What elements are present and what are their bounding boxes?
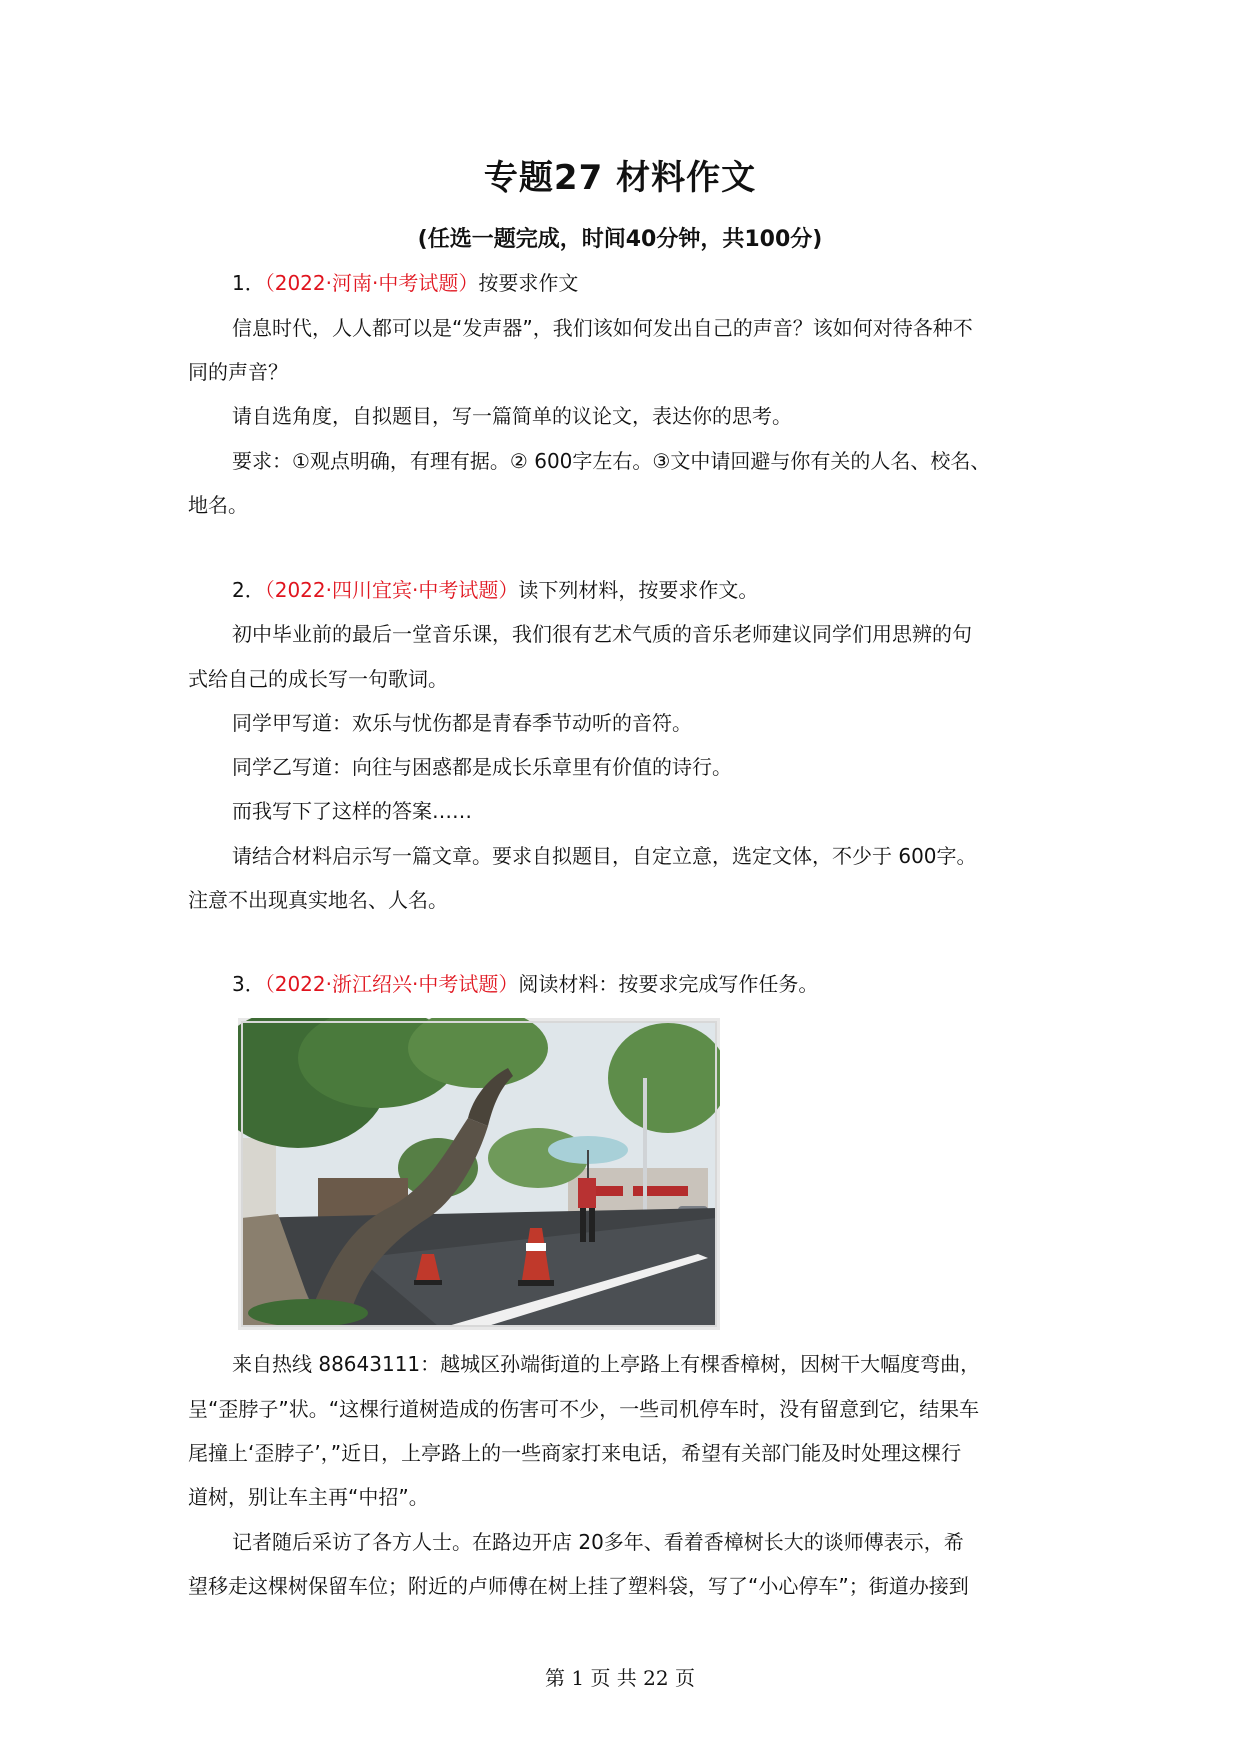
page-subtitle: (任选一题完成，时间40分钟，共100分) xyxy=(417,227,823,252)
paragraph-line: 初中毕业前的最后一堂音乐课，我们很有艺术气质的音乐老师建议同学们用思辨的句 xyxy=(232,622,972,646)
paragraph-line: 呈“歪脖子”状。“这棵行道树造成的伤害可不少，一些司机停车时，没有留意到它，结果车 xyxy=(188,1397,980,1421)
question-source: （2022·浙江绍兴·中考试题） xyxy=(264,972,519,996)
page-title: 专题27 材料作文 xyxy=(483,158,757,198)
paragraph-line: 望移走这棵树保留车位；附近的卢师傅在树上挂了塑料袋，写了“小心停车”；街道办接到 xyxy=(188,1574,969,1598)
question-source: （2022·四川宜宾·中考试题） xyxy=(264,578,519,602)
question-number: 3． xyxy=(232,972,265,996)
paragraph-line: 同学乙写道：向往与困惑都是成长乐章里有价值的诗行。 xyxy=(232,755,732,779)
question-number: 2． xyxy=(232,578,265,602)
question-task: 读下列材料，按要求作文。 xyxy=(518,578,759,602)
question-2-header xyxy=(232,575,758,605)
paragraph-line: 请结合材料启示写一篇文章。要求自拟题目，自定立意，选定文体，不少于 600字。 xyxy=(232,844,977,868)
page-footer: 第 1 页 共 22 页 xyxy=(545,1666,695,1690)
paragraph-line: 同学甲写道：欢乐与忧伤都是青春季节动听的音符。 xyxy=(232,711,692,735)
question-1-header xyxy=(232,268,578,298)
paragraph-line: 来自热线 88643111：越城区孙端街道的上亭路上有棵香樟树，因树干大幅度弯曲， xyxy=(232,1352,981,1376)
paragraph-line: 尾撞上‘歪脖子’，”近日，上亭路上的一些商家打来电话，希望有关部门能及时处理这棵行 xyxy=(188,1441,962,1465)
paragraph-line: 同的声音？ xyxy=(188,360,288,384)
question-number: 1． xyxy=(232,271,265,295)
paragraph-line: 请自选角度，自拟题目，写一篇简单的议论文，表达你的思考。 xyxy=(232,404,792,428)
paragraph-line: 而我写下了这样的答案…… xyxy=(232,799,472,823)
paragraph-line: 要求：①观点明确，有理有据。② 600字左右。③文中请回避与你有关的人名、校名、 xyxy=(232,449,991,473)
paragraph-line: 注意不出现真实地名、人名。 xyxy=(188,888,448,912)
bent-tree-photo xyxy=(238,1018,720,1330)
paragraph-line: 记者随后采访了各方人士。在路边开店 20多年、看着香樟树长大的谈师傅表示，希 xyxy=(232,1530,964,1554)
question-source: （2022·河南·中考试题） xyxy=(264,271,479,295)
question-task: 按要求作文 xyxy=(478,271,579,295)
paragraph-line: 信息时代，人人都可以是“发声器”，我们该如何发出自己的声音？该如何对待各种不 xyxy=(232,316,973,340)
paragraph-line: 式给自己的成长写一句歌词。 xyxy=(188,667,448,691)
paragraph-line: 地名。 xyxy=(188,493,248,517)
paragraph-line: 道树，别让车主再“中招”。 xyxy=(188,1485,429,1509)
question-task: 阅读材料：按要求完成写作任务。 xyxy=(518,972,819,996)
question-3-header xyxy=(232,969,818,999)
